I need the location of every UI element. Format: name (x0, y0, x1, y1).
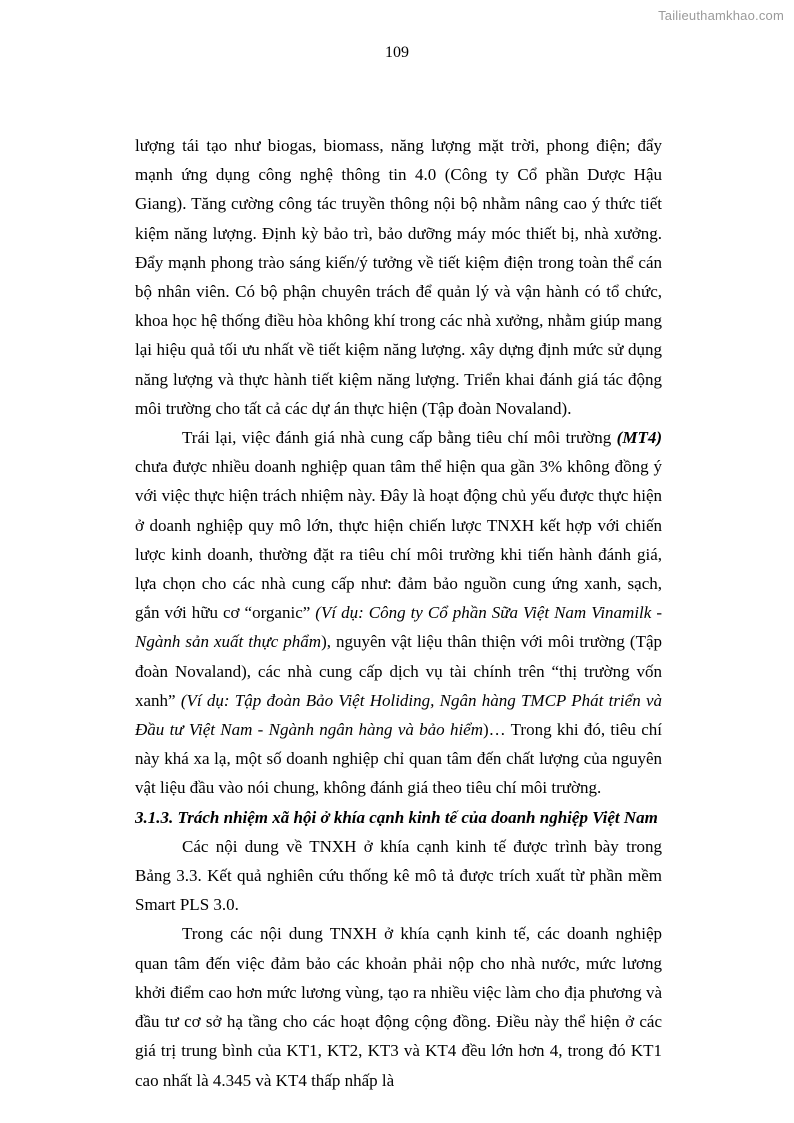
paragraph (135, 919, 662, 1094)
text-run-bold-italic: (MT4) (616, 428, 662, 448)
text-run: )… Trong khi đó, tiêu chí này khá xa lạ, một số doanh nghiệp chỉ quan tâm đến chất lượng của nguyên vật liệu đầu vào nói chung, không đánh giá theo tiêu chí môi trường. (135, 720, 662, 798)
text-run: Trái lại, việc đánh giá nhà cung cấp bằng tiêu chí môi trường (182, 428, 617, 448)
section-heading: 3.1.3. Trách nhiệm xã hội ở khía cạnh kinh tế của doanh nghiệp Việt Nam (135, 807, 658, 827)
watermark: Tailieuthamkhao.com (658, 8, 784, 23)
document-body (135, 131, 662, 1095)
text-run-italic: (Ví dụ: Công ty Cổ phần Sữa Việt Nam Vinamilk - Ngành sản xuất thực phẩm (135, 603, 662, 652)
text-run: lượng tái tạo như biogas, biomass, năng lượng mặt trời, phong điện; đẩy mạnh ứng dụng công nghệ thông tin 4.0 (Công ty Cổ phần Dược Hậu Giang). Tăng cường công tác truyền thông nội bộ nhằm nâng cao ý thức tiết kiệm năng lượng. Định kỳ bảo trì, bảo dưỡng máy móc thiết bị, nhà xưởng. Đẩy mạnh phong trào sáng kiến/ý tưởng về tiết kiệm điện trong toàn thể cán bộ nhân viên. Có bộ phận chuyên trách để quản lý và vận hành có tổ chức, khoa học hệ thống điều hòa không khí trong các nhà xưởng, nhằm giúp mang lại hiệu quả tối ưu nhất về tiết kiệm năng lượng. xây dựng định mức sử dụng năng lượng và thực hành tiết kiệm năng lượng. Triển khai đánh giá tác động môi trường cho tất cả các dự án thực hiện (Tập đoàn Novaland). (135, 136, 662, 418)
text-run: ), nguyên vật liệu thân thiện với môi trường (Tập đoàn Novaland), các nhà cung cấp dịch vụ tài chính trên “thị trường vốn xanh” (135, 632, 662, 710)
paragraph (135, 423, 662, 803)
text-run: Trong các nội dung TNXH ở khía cạnh kinh tế, các doanh nghiệp quan tâm đến việc đảm bảo các khoản phải nộp cho nhà nước, mức lương khởi điểm cao hơn mức lương vùng, tạo ra nhiều việc làm cho địa phương và đầu tư cơ sở hạ tầng cho các hoạt động cộng đồng. Điều này thể hiện ở các giá trị trung bình của KT1, KT2, KT3 và KT4 đều lớn hơn 4, trong đó KT1 cao nhất là 4.345 và KT4 thấp nhấp là (135, 924, 662, 1090)
text-run-italic: (Ví dụ: Tập đoàn Bảo Việt Holiding, Ngân hàng TMCP Phát triển và Đầu tư Việt Nam - Ngành ngân hàng và bảo hiểm (135, 690, 662, 740)
text-run: Các nội dung về TNXH ở khía cạnh kinh tế được trình bày trong Bảng 3.3. Kết quả nghiên cứu thống kê mô tả được trích xuất từ phần mềm Smart PLS 3.0. (135, 836, 662, 915)
text-run: chưa được nhiều doanh nghiệp quan tâm thể hiện qua gần 3% không đồng ý với việc thực hiện trách nhiệm này. Đây là hoạt động chủ yếu được thực hiện ở doanh nghiệp quy mô lớn, thực hiện chiến lược TNXH kết hợp với chiến lược kinh doanh, thường đặt ra tiêu chí môi trường khi tiến hành đánh giá, lựa chọn cho các nhà cung cấp như: đảm bảo nguồn cung ứng xanh, sạch, gắn với hữu cơ “organic” (135, 457, 662, 623)
paragraph (135, 131, 662, 423)
page-number: 109 (385, 44, 409, 61)
paragraph (135, 832, 662, 920)
